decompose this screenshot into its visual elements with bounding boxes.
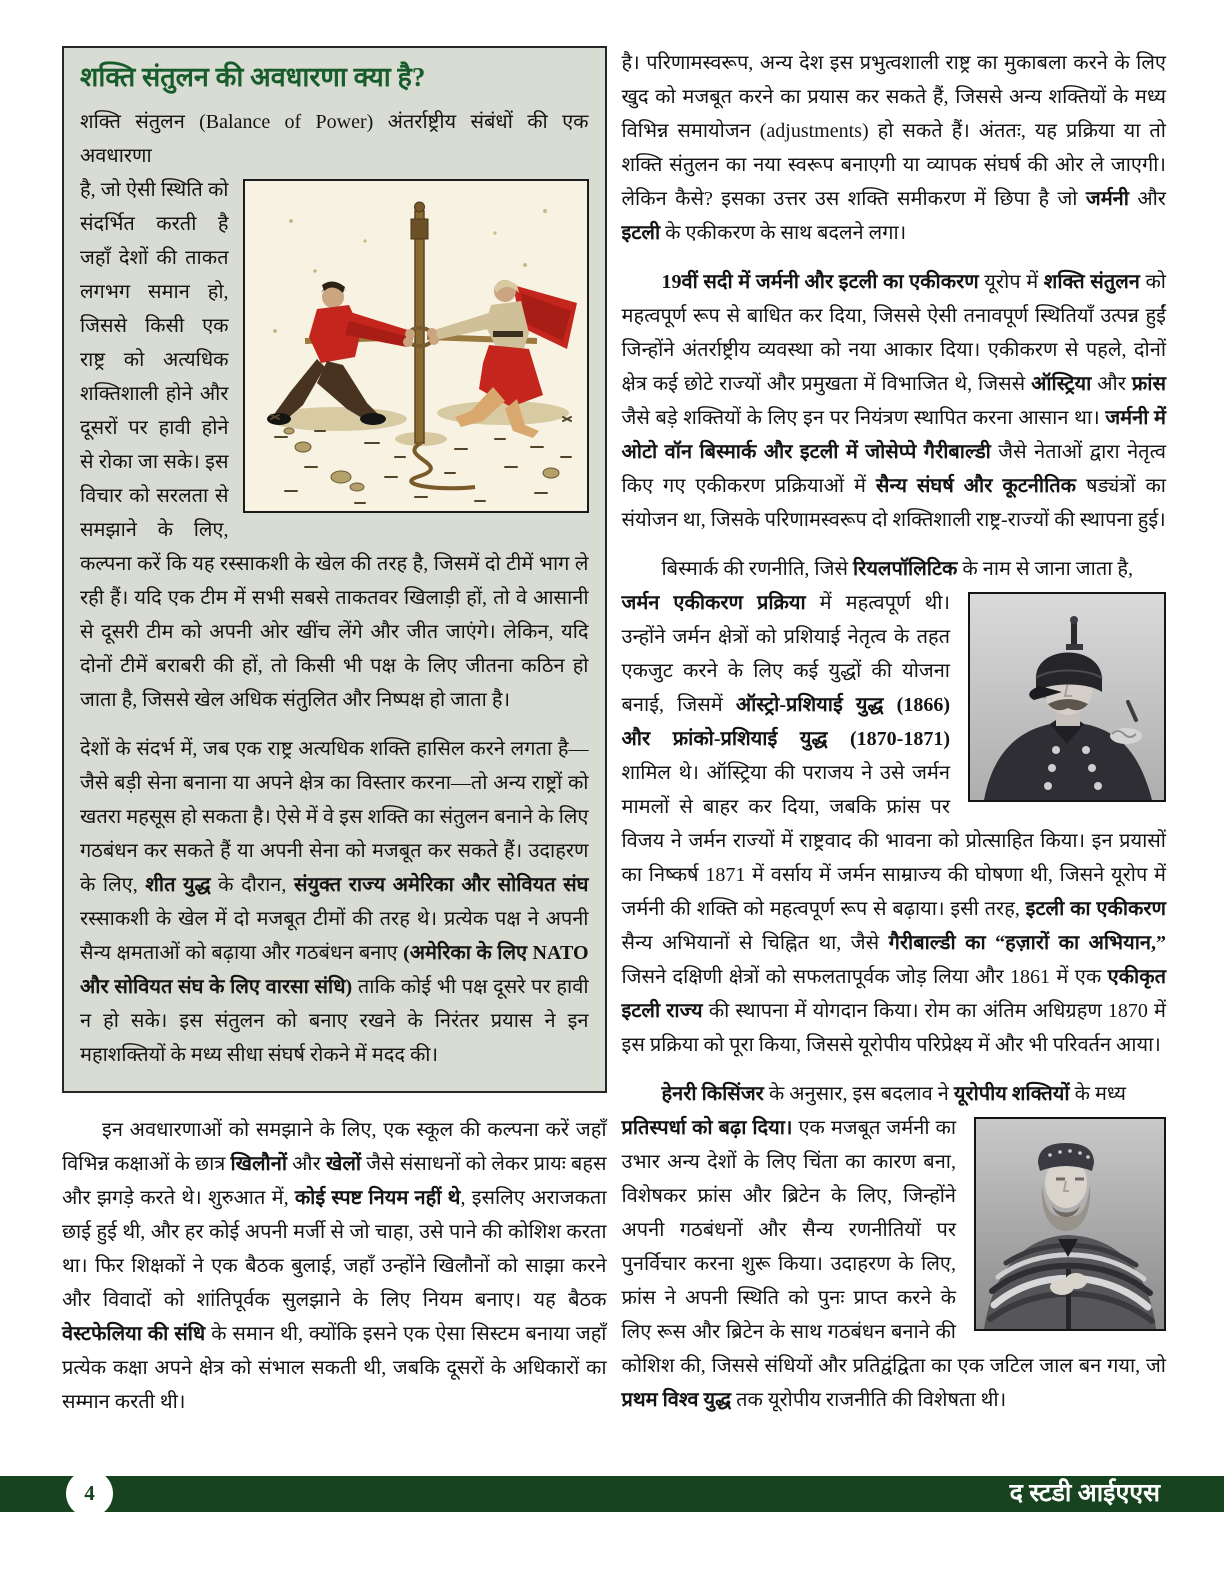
bismarck-portrait-image — [968, 592, 1166, 802]
tug-of-war-art — [245, 181, 587, 511]
concept-box-intro-line: शक्ति संतुलन (Balance of Power) अंतर्राष्ट्रीय संबंधों की एक अवधारणा — [80, 111, 589, 168]
kissinger-shift-paragraph-body: प्रतिस्पर्धा को बढ़ा दिया। एक मजबूत जर्मनी का उभार अन्य देशों के लिए चिंता का कारण बना, विशेषकर फ्रांस और ब्रिटेन के लिए, जिन्होंने अपनी गठबंधनों और सैन्य रणनीतियों पर पुनर्विचार करना शुरू किया। उदाहरण के लिए, फ्रांस ने अपनी स्थिति को पुनः प्राप्त करने के लिए रूस और ब्रिटेन के साथ गठबंधन बनाने की कोशिश की, जिससे संधियों और प्रतिद्वंद्विता का एक जटिल जाल बन गया, जो प्रथम विश्व युद्ध तक यूरोपीय राजनीति की विशेषता थी। — [621, 1117, 1166, 1411]
garibaldi-portrait-art — [976, 1119, 1164, 1329]
bismarck-paragraph-body: जर्मन एकीकरण प्रक्रिया में महत्वपूर्ण थी। उन्होंने जर्मन क्षेत्रों को प्रशियाई नेतृत्व के तहत एकजुट करने के लिए कई युद्धों की योजना बनाई, जिसमें ऑस्ट्रो-प्रशियाई युद्ध (1866) और फ्रांको-प्रशियाई युद्ध (1870-1871) शामिल थे। ऑस्ट्रिया की पराजय ने उसे जर्मन मामलों से बाहर कर दिया, जबकि फ्रांस पर विजय ने जर्मन राज्यों में राष्ट्रवाद की भावना को प्रोत्साहित किया। इन प्रयासों का निष्कर्ष 1871 में वर्साय में जर्मन साम्राज्य की घोषणा थी, जिसने यूरोप में जर्मनी की शक्ति को महत्वपूर्ण रूप से बढ़ाया। इसी तरह, इटली का एकीकरण सैन्य अभियानों से चिह्नित था, जैसे गैरीबाल्डी का “हज़ारों का अभियान,” जिसने दक्षिणी क्षेत्रों को सफलतापूर्वक जोड़ लिया और 1861 में एक एकीकृत इटली राज्य की स्थापना में योगदान किया। रोम का अंतिम अधिग्रहण 1870 में इस प्रक्रिया को पूरा किया, जिससे यूरोपीय परिप्रेक्ष्य में और भी परिवर्तन आया। — [621, 592, 1166, 1056]
kissinger-shift-paragraph-lead: हेनरी किसिंजर के अनुसार, इस बदलाव ने यूरोपीय शक्तियों के मध्य — [661, 1083, 1127, 1105]
left-column — [62, 46, 607, 1432]
unification-paragraph: 19वीं सदी में जर्मनी और इटली का एकीकरण यूरोप में शक्ति संतुलन को महत्वपूर्ण रूप से बाधित कर दिया, जिससे ऐसी तनावपूर्ण स्थितियाँ उत्पन्न हुईं जिन्होंने अंतर्राष्ट्रीय व्यवस्था को नया आकार दिया। एकीकरण से पहले, दोनों क्षेत्र कई छोटे राज्यों और प्रमुखता में विभाजित थे, जिससे ऑस्ट्रिया और फ्रांस जैसे बड़े शक्तियों के लिए इन पर नियंत्रण स्थापित करना आसान था। जर्मनी में ओटो वॉन बिस्मार्क और इटली में जोसेप्पे गैरीबाल्डी जैसे नेताओं द्वारा नेतृत्व किए गए एकीकरण प्रक्रियाओं में सैन्य संघर्ष और कूटनीतिक षड्यंत्रों का संयोजन था, जिसके परिणामस्वरूप दो शक्तिशाली राष्ट्र-राज्यों की स्थापना हुई। — [621, 271, 1166, 531]
tug-of-war-illustration — [243, 179, 589, 513]
bismarck-portrait-art — [970, 594, 1164, 800]
bismarck-paragraph-lead: बिस्मार्क की रणनीति, जिसे रियलपॉलिटिक के नाम से जाना जाता है, — [661, 558, 1134, 580]
brand-label: द स्टडी आईएएस — [1009, 1480, 1160, 1507]
concept-box-title: शक्ति संतुलन की अवधारणा क्या है? — [80, 62, 426, 92]
page-number-badge: 4 — [66, 1470, 113, 1517]
right-column — [622, 46, 1167, 1432]
concept-box-paragraph-2: देशों के संदर्भ में, जब एक राष्ट्र अत्यधिक शक्ति हासिल करने लगता है—जैसे बड़ी सेना बनाना या अपने क्षेत्र का विस्तार करना—तो अन्य राष्ट्रों को खतरा महसूस हो सकता है। ऐसे में वे इस शक्ति का संतुलन बनाने के लिए गठबंधन कर सकते हैं या अपनी सेना को मजबूत कर सकते हैं। उदाहरण के लिए, शीत युद्ध के दौरान, संयुक्त राज्य अमेरिका और सोवियत संघ रस्साकशी के खेल में दो मजबूत टीमों की तरह थे। प्रत्येक पक्ष ने अपनी सैन्य क्षमताओं को बढ़ाया और गठबंधन बनाए (अमेरिका के लिए NATO और सोवियत संघ के लिए वारसा संधि) ताकि कोई भी पक्ष दूसरे पर हावी न हो सके। इस संतुलन को बनाए रखने के निरंतर प्रयास ने इन महाशक्तियों के मध्य सीधा संघर्ष रोकने में मदद की। — [80, 738, 589, 1067]
garibaldi-portrait-image — [974, 1117, 1166, 1331]
concept-box — [62, 46, 607, 1093]
concept-box-paragraph-1: है, जो ऐसी स्थिति को संदर्भित करती है जहाँ देशों की ताकत लगभग समान हो, जिससे किसी एक राष्ट्र को अत्यधिक शक्तिशाली होने और दूसरों पर हावी होने से रोका जा सके। इस विचार को सरलता से समझाने के लिए, कल्पना करें कि यह रस्साकशी के खेल की तरह है, जिसमें दो टीमें भाग ले रही हैं। यदि एक टीम में सभी सबसे ताकतवर खिलाड़ी हों, तो वे आसानी से दूसरी टीम को अपनी ओर खींच लेंगे और जीत जाएंगे। लेकिन, यदि दोनों टीमें बराबरी की हों, तो किसी भी पक्ष के लिए जीतना कठिन हो जाता है, जिससे खेल अधिक संतुलित और निष्पक्ष हो जाता है। — [80, 179, 589, 712]
footer-bar — [0, 1476, 1224, 1512]
school-analogy-paragraph: इन अवधारणाओं को समझाने के लिए, एक स्कूल की कल्पना करें जहाँ विभिन्न कक्षाओं के छात्र खिलौनों और खेलों जैसे संसाधनों को लेकर प्रायः बहस और झगड़े करते थे। शुरुआत में, कोई स्पष्ट नियम नहीं थे, इसलिए अराजकता छाई हुई थी, और हर कोई अपनी मर्जी से जो चाहा, उसे पाने की कोशिश करता था। फिर शिक्षकों ने एक बैठक बुलाई, जहाँ उन्होंने खिलौनों को साझा करने और विवादों को शांतिपूर्वक सुलझाने के लिए नियम बनाए। यह बैठक वेस्टफेलिया की संधि के समान थी, क्योंकि इसने एक ऐसा सिस्टम बनाया जहाँ प्रत्येक कक्षा अपने क्षेत्र को संभाल सकती थी, जबकि दूसरों के अधिकारों का सम्मान करती थी। — [62, 1119, 607, 1414]
continuation-paragraph: है। परिणामस्वरूप, अन्य देश इस प्रभुत्वशाली राष्ट्र का मुकाबला करने के लिए खुद को मजबूत करने का प्रयास कर सकते हैं, जिससे अन्य शक्तियों के मध्य विभिन्न समायोजन (adjustments) हो सकते हैं। अंततः, यह प्रक्रिया या तो शक्ति संतुलन का नया स्वरूप बनाएगी या व्यापक संघर्ष की ओर ले जाएगी। लेकिन कैसे? इसका उत्तर उस शक्ति समीकरण में छिपा है जो जर्मनी और इटली के एकीकरण के साथ बदलने लगा। — [621, 52, 1166, 244]
